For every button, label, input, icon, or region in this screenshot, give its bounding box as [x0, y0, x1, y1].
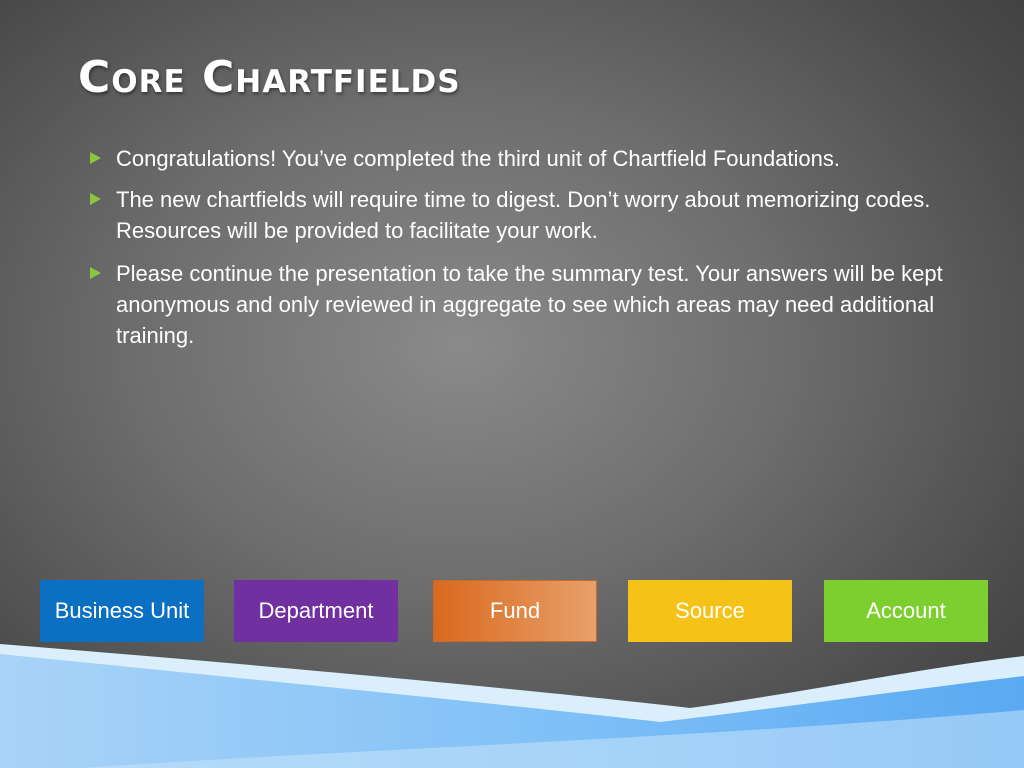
- bullet-item: [88, 143, 968, 174]
- chartfield-box-fund: [433, 580, 597, 642]
- bullet-list: [88, 143, 968, 361]
- slide-title: Core Chartfields: [78, 52, 461, 103]
- chartfield-label: Department: [258, 598, 374, 623]
- triangle-bullet-icon: [90, 152, 101, 164]
- chartfield-box-account: [824, 580, 988, 642]
- chartfield-box-source: [628, 580, 792, 642]
- bullet-item: [88, 258, 968, 351]
- chartfield-label: Source: [675, 598, 745, 623]
- bullet-item: [88, 184, 968, 246]
- triangle-bullet-icon: [90, 267, 101, 279]
- bullet-text: The new chartfields will require time to digest. Don’t worry about memorizing codes. Resources will be provided to facilitate your work.: [116, 187, 931, 243]
- chartfield-label: Account: [866, 598, 946, 623]
- chartfield-label: Fund: [489, 598, 541, 623]
- chartfield-box-business-unit: [40, 580, 204, 642]
- chartfield-label: Business Unit: [54, 598, 190, 623]
- decorative-wave: [0, 638, 1024, 768]
- chartfield-box-department: [234, 580, 398, 642]
- bullet-text: Please continue the presentation to take the summary test. Your answers will be kept anonymous and only reviewed in aggregate to see which areas may need additional training.: [116, 261, 943, 348]
- chartfield-boxes: [40, 580, 988, 642]
- bullet-text: Congratulations! You’ve completed the third unit of Chartfield Foundations.: [116, 146, 841, 171]
- triangle-bullet-icon: [90, 193, 101, 205]
